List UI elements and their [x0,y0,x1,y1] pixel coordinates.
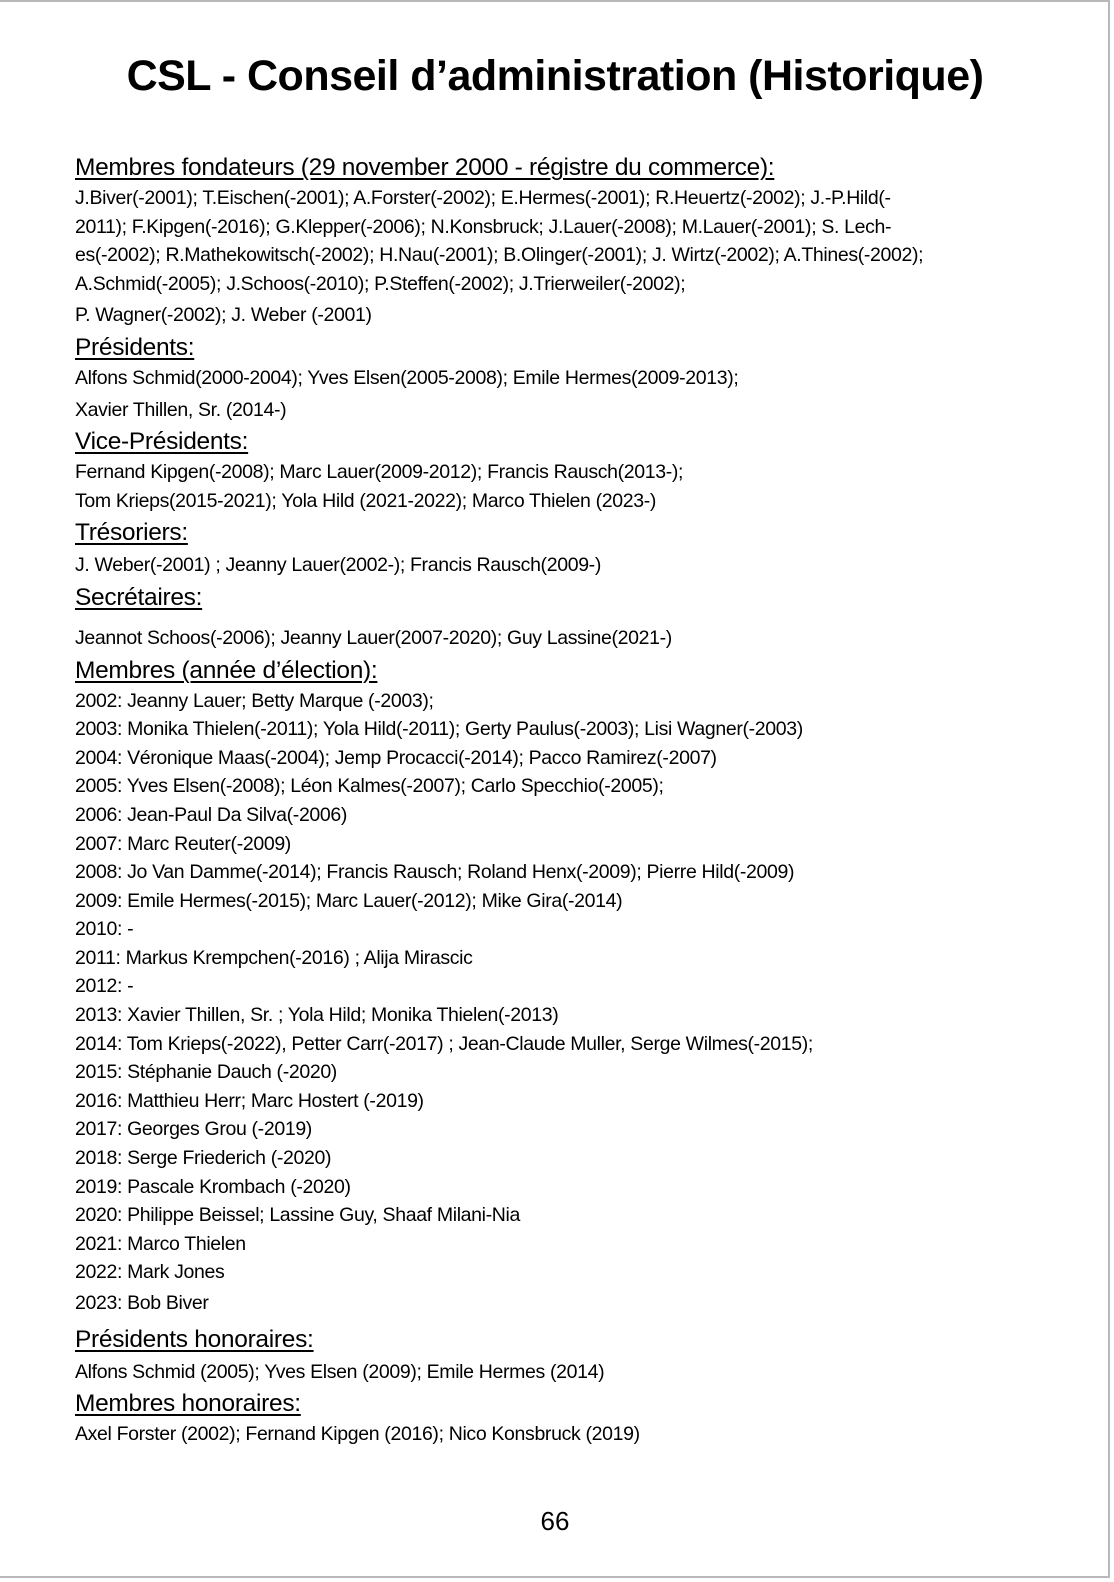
section-heading-membres-honoraires: Membres honoraires: [75,1390,301,1418]
text-line: J. Weber(-2001) ; Jeanny Lauer(2002-); Francis Rausch(2009-) [75,554,601,577]
list-item: 2014: Tom Krieps(-2022), Petter Carr(-2017) ; Jean-Claude Muller, Serge Wilmes(-2015); [75,1032,813,1055]
section-heading-presidents: Présidents: [75,333,195,361]
list-item: 2013: Xavier Thillen, Sr. ; Yola Hild; Monika Thielen(-2013) [75,1004,559,1027]
text-line: es(-2002); R.Mathekowitsch(-2002); H.Nau(-2001); B.Olinger(-2001); J. Wirtz(-2002); A.Thines(-2002); [75,244,924,267]
section-membres [75,655,1065,1318]
page-title: CSL - Conseil d’administration (Historique) [126,52,984,100]
text-line: J.Biver(-2001); T.Eischen(-2001); A.Forster(-2002); E.Hermes(-2001); R.Heuertz(-2002); J.-P.Hild(- [75,187,891,209]
list-item: 2015: Stéphanie Dauch (-2020) [75,1061,337,1084]
section-presidents [75,332,1065,424]
text-line: 2011); F.Kipgen(-2016); G.Klepper(-2006); N.Konsbruck; J.Lauer(-2008); M.Lauer(-2001); S. Lech- [75,215,892,238]
list-item: 2023: Bob Biver [75,1292,209,1314]
list-item: 2007: Marc Reuter(-2009) [75,832,291,855]
list-item: 2018: Serge Friederich (-2020) [75,1147,332,1170]
section-heading-tresoriers: Trésoriers: [75,519,188,547]
section-heading-membres: Membres (année d’élection): [75,656,378,684]
list-item: 2016: Matthieu Herr; Marc Hostert (-2019) [75,1089,424,1112]
text-line: Fernand Kipgen(-2008); Marc Lauer(2009-2012); Francis Rausch(2013-); [75,461,684,484]
section-heading-vice-presidents: Vice-Présidents: [75,428,249,456]
section-membres-honoraires [75,1388,1065,1449]
text-line: Alfons Schmid(2000-2004); Yves Elsen(2005-2008); Emile Hermes(2009-2013); [75,366,739,389]
list-item: 2020: Philippe Beissel; Lassine Guy, Shaaf Milani-Nia [75,1204,521,1227]
section-secretaires [75,582,1065,653]
list-item: 2009: Emile Hermes(-2015); Marc Lauer(-2012); Mike Gira(-2014) [75,889,623,912]
text-line: Axel Forster (2002); Fernand Kipgen (2016); Nico Konsbruck (2019) [75,1423,640,1446]
page-content [75,152,1065,1449]
page-number: 66 [540,1506,570,1536]
section-vice-presidents [75,426,1065,515]
list-item: 2021: Marco Thielen [75,1232,246,1255]
section-heading-secretaires: Secrétaires: [75,583,203,611]
text-line: Jeannot Schoos(-2006); Jeanny Lauer(2007-2020); Guy Lassine(2021-) [75,626,672,649]
list-item: 2022: Mark Jones [75,1261,225,1284]
list-item: 2006: Jean-Paul Da Silva(-2006) [75,803,348,826]
list-item: 2012: - [75,975,134,998]
section-presidents-honoraires [75,1324,1065,1387]
text-line: Alfons Schmid (2005); Yves Elsen (2009); Emile Hermes (2014) [75,1360,605,1383]
list-item: 2004: Véronique Maas(-2004); Jemp Procacci(-2014); Pacco Ramirez(-2007) [75,746,717,769]
text-line: Xavier Thillen, Sr. (2014-) [75,398,287,421]
text-line: Tom Krieps(2015-2021); Yola Hild (2021-2022); Marco Thielen (2023-) [75,489,657,512]
list-item: 2010: - [75,918,134,941]
section-fondateurs [75,152,1065,330]
section-heading-presidents-honoraires: Présidents honoraires: [75,1325,314,1353]
list-item: 2011: Markus Krempchen(-2016) ; Alija Mirascic [75,946,473,969]
text-line: P. Wagner(-2002); J. Weber (-2001) [75,304,372,327]
list-item: 2005: Yves Elsen(-2008); Léon Kalmes(-2007); Carlo Specchio(-2005); [75,775,664,798]
list-item: 2008: Jo Van Damme(-2014); Francis Rausch; Roland Henx(-2009); Pierre Hild(-2009) [75,861,795,884]
list-item: 2017: Georges Grou (-2019) [75,1118,312,1141]
section-heading-fondateurs: Membres fondateurs (29 november 2000 - régistre du commerce): [75,154,775,181]
list-item: 2003: Monika Thielen(-2011); Yola Hild(-2011); Gerty Paulus(-2003); Lisi Wagner(-2003) [75,718,803,741]
section-tresoriers [75,517,1065,580]
list-item: 2002: Jeanny Lauer; Betty Marque (-2003); [75,689,434,712]
text-line: A.Schmid(-2005); J.Schoos(-2010); P.Steffen(-2002); J.Trierweiler(-2002); [75,272,686,295]
list-item: 2019: Pascale Krombach (-2020) [75,1175,351,1198]
